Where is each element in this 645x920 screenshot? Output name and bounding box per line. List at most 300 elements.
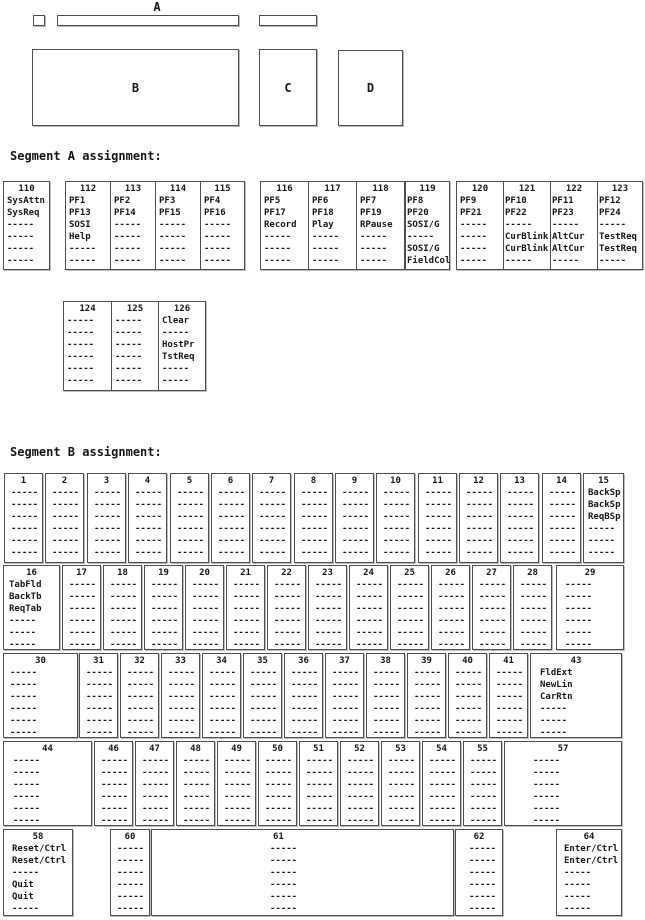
key-assignment-line: PF3 xyxy=(159,196,176,206)
key-assignment-line: ----- xyxy=(10,692,38,702)
key-assignment-line: ----- xyxy=(101,780,129,790)
key-33 xyxy=(161,653,200,738)
key-119 xyxy=(405,181,450,270)
key-assignment-line: ----- xyxy=(142,816,170,826)
key-assignment-line: CurBlink xyxy=(505,232,549,242)
key-number: 15 xyxy=(598,476,609,486)
key-assignment-line: SOSI xyxy=(69,220,91,230)
key-assignment-line: ----- xyxy=(347,792,375,802)
key-number: 58 xyxy=(32,832,44,842)
key-assignment-line: ----- xyxy=(259,500,287,510)
key-assignment-line: ----- xyxy=(469,856,497,866)
key-assignment-line: ----- xyxy=(373,716,401,726)
key-assignment-line: ----- xyxy=(94,488,122,498)
key-assignment-line: ----- xyxy=(270,904,298,914)
key-122 xyxy=(550,181,598,270)
key-assignment-line: ----- xyxy=(224,756,252,766)
key-assignment-line: ----- xyxy=(177,548,205,558)
key-assignment-line: ----- xyxy=(383,524,411,534)
key-assignment-line: ----- xyxy=(250,716,278,726)
key-assignment-line: PF12 xyxy=(599,196,621,206)
key-assignment-line: ----- xyxy=(110,616,138,626)
key-assignment-line: TestReq xyxy=(599,232,637,242)
key-27 xyxy=(472,565,511,650)
key-assignment-line: CurBlink xyxy=(505,244,549,254)
key-assignment-line: ----- xyxy=(469,904,497,914)
key-number: 1 xyxy=(20,476,27,486)
key-assignment-line: ----- xyxy=(356,604,384,614)
key-number: 46 xyxy=(108,744,119,754)
key-23 xyxy=(308,565,347,650)
key-number: 60 xyxy=(124,832,136,842)
key-number: 49 xyxy=(231,744,242,754)
key-16 xyxy=(3,565,60,650)
key-assignment-line: PF16 xyxy=(204,208,226,218)
key-assignment-line: ----- xyxy=(466,548,494,558)
key-assignment-line: ----- xyxy=(438,592,466,602)
key-assignment-line: ----- xyxy=(470,756,498,766)
key-number: 27 xyxy=(486,568,497,578)
key-115 xyxy=(200,181,245,270)
key-assignment-line: SysReq xyxy=(7,208,40,218)
key-assignment-line: ----- xyxy=(429,768,457,778)
key-number: 47 xyxy=(149,744,160,754)
key-assignment-line: ----- xyxy=(218,512,246,522)
key-assignment-line: ----- xyxy=(13,792,41,802)
key-assignment-line: ----- xyxy=(270,892,298,902)
key-assignment-line: ----- xyxy=(69,580,97,590)
key-assignment-line: ----- xyxy=(414,728,442,738)
key-assignment-line: ----- xyxy=(373,728,401,738)
key-assignment-line: PF2 xyxy=(114,196,131,206)
key-assignment-line: ----- xyxy=(86,680,114,690)
key-assignment-line: ----- xyxy=(564,904,592,914)
key-number: 6 xyxy=(227,476,234,486)
key-assignment-line: ----- xyxy=(7,232,35,242)
key-assignment-line: ----- xyxy=(127,728,155,738)
key-assignment-line: ----- xyxy=(460,220,488,230)
key-assignment-line: ----- xyxy=(142,780,170,790)
key-assignment-line: ----- xyxy=(397,580,425,590)
key-assignment-line: ----- xyxy=(259,548,287,558)
key-123 xyxy=(597,181,643,270)
key-number: 39 xyxy=(421,656,432,666)
key-assignment-line: ----- xyxy=(135,548,163,558)
key-assignment-line: ----- xyxy=(342,500,370,510)
key-assignment-line: ----- xyxy=(270,880,298,890)
key-assignment-line: ----- xyxy=(315,604,343,614)
key-assignment-line: PF1 xyxy=(69,196,86,206)
key-assignment-line: ----- xyxy=(264,244,292,254)
key-1 xyxy=(4,473,43,563)
key-assignment-line: ----- xyxy=(373,704,401,714)
key-assignment-line: ----- xyxy=(438,628,466,638)
key-116 xyxy=(260,181,309,270)
key-number: 61 xyxy=(273,832,284,842)
key-assignment-line: ----- xyxy=(117,856,145,866)
key-assignment-line: BackTb xyxy=(9,592,42,602)
key-number: 118 xyxy=(372,184,389,194)
key-assignment-line: ----- xyxy=(315,640,343,650)
key-assignment-line: ----- xyxy=(306,792,334,802)
key-number: 3 xyxy=(103,476,110,486)
key-assignment-line: ----- xyxy=(552,256,580,266)
key-assignment-line: ----- xyxy=(274,616,302,626)
key-assignment-line: ----- xyxy=(52,488,80,498)
key-number: 120 xyxy=(471,184,489,194)
key-number: 122 xyxy=(565,184,583,194)
key-assignment-line: ----- xyxy=(69,640,97,650)
key-assignment-line: ----- xyxy=(159,256,187,266)
key-number: 28 xyxy=(527,568,538,578)
key-assignment-line: ----- xyxy=(151,628,179,638)
key-assignment-line: SOSI/G xyxy=(407,220,440,230)
key-assignment-line: ----- xyxy=(469,892,497,902)
key-assignment-line: ----- xyxy=(564,892,592,902)
key-assignment-line: ----- xyxy=(115,352,143,362)
key-assignment-line: ----- xyxy=(549,512,577,522)
key-29 xyxy=(556,565,624,650)
key-assignment-line: ----- xyxy=(460,232,488,242)
key-number: 36 xyxy=(298,656,309,666)
key-41 xyxy=(489,653,528,738)
key-assignment-line: ----- xyxy=(209,680,237,690)
key-number: 30 xyxy=(35,656,46,666)
key-number: 121 xyxy=(518,184,536,194)
key-assignment-line: ----- xyxy=(159,220,187,230)
key-number: 55 xyxy=(477,744,488,754)
key-14 xyxy=(542,473,581,563)
key-assignment-line: PF4 xyxy=(204,196,221,206)
key-assignment-line: ----- xyxy=(86,692,114,702)
key-assignment-line: ----- xyxy=(429,780,457,790)
key-assignment-line: PF23 xyxy=(552,208,574,218)
key-64 xyxy=(556,829,622,916)
key-assignment-line: ----- xyxy=(301,536,329,546)
key-assignment-line: ----- xyxy=(397,640,425,650)
key-assignment-line: ----- xyxy=(520,592,548,602)
key-assignment-line: ----- xyxy=(250,692,278,702)
key-number: 40 xyxy=(462,656,473,666)
key-51 xyxy=(299,741,338,826)
key-assignment-line: ----- xyxy=(233,580,261,590)
key-assignment-line: ----- xyxy=(218,536,246,546)
key-number: 125 xyxy=(126,304,144,314)
overview-small-box xyxy=(33,15,45,26)
key-assignment-line: ----- xyxy=(564,868,592,878)
key-assignment-line: ----- xyxy=(86,704,114,714)
key-assignment-line: ----- xyxy=(135,500,163,510)
key-assignment-line: ----- xyxy=(429,804,457,814)
key-assignment-line: ----- xyxy=(177,536,205,546)
key-assignment-line: ----- xyxy=(425,536,453,546)
key-assignment-line: ----- xyxy=(397,616,425,626)
key-assignment-line: ----- xyxy=(259,512,287,522)
key-assignment-line: ----- xyxy=(429,816,457,826)
key-assignment-line: ----- xyxy=(162,328,190,338)
key-assignment-line: ----- xyxy=(117,892,145,902)
key-assignment-line: ----- xyxy=(425,524,453,534)
key-assignment-line: ----- xyxy=(94,536,122,546)
key-24 xyxy=(349,565,388,650)
key-assignment-line: ----- xyxy=(168,716,196,726)
key-assignment-line: ----- xyxy=(270,868,298,878)
key-assignment-line: ----- xyxy=(588,548,616,558)
key-assignment-line: PF18 xyxy=(312,208,334,218)
key-assignment-line: ----- xyxy=(250,668,278,678)
key-assignment-line: ----- xyxy=(388,780,416,790)
key-assignment-line: ----- xyxy=(69,592,97,602)
key-assignment-line: ----- xyxy=(264,232,292,242)
key-assignment-line: ----- xyxy=(438,616,466,626)
key-assignment-line: ----- xyxy=(383,536,411,546)
key-assignment-line: ----- xyxy=(507,488,535,498)
key-assignment-line: ----- xyxy=(69,604,97,614)
key-120 xyxy=(456,181,504,270)
key-assignment-line: ----- xyxy=(552,220,580,230)
key-assignment-line: SOSI/G xyxy=(407,244,440,254)
key-assignment-line: ----- xyxy=(52,536,80,546)
key-assignment-line: ----- xyxy=(315,616,343,626)
key-assignment-line: ----- xyxy=(274,592,302,602)
key-assignment-line: ----- xyxy=(479,592,507,602)
key-assignment-line: ----- xyxy=(306,756,334,766)
key-assignment-line: ----- xyxy=(162,364,190,374)
key-number: 113 xyxy=(124,184,142,194)
key-assignment-line: ----- xyxy=(259,536,287,546)
key-assignment-line: ----- xyxy=(67,328,95,338)
key-assignment-line: ----- xyxy=(470,816,498,826)
key-assignment-line: ----- xyxy=(588,524,616,534)
key-assignment-line: Reset/Ctrl xyxy=(12,844,67,854)
key-125 xyxy=(111,301,159,391)
key-number: 17 xyxy=(76,568,87,578)
overview-label-b: B xyxy=(131,80,140,95)
key-assignment-line: ----- xyxy=(114,256,142,266)
key-assignment-line: ----- xyxy=(312,244,340,254)
key-assignment-line: ----- xyxy=(233,616,261,626)
key-assignment-line: ----- xyxy=(466,500,494,510)
key-assignment-line: ----- xyxy=(425,488,453,498)
key-assignment-line: ----- xyxy=(12,904,40,914)
key-assignment-line: ----- xyxy=(332,716,360,726)
segment-b-heading: Segment B assignment: xyxy=(10,445,162,459)
key-assignment-line: AltCur xyxy=(552,232,585,242)
key-assignment-line: ----- xyxy=(469,880,497,890)
key-number: 31 xyxy=(93,656,104,666)
key-assignment-line: ----- xyxy=(455,704,483,714)
key-assignment-line: ----- xyxy=(470,804,498,814)
key-assignment-line: ----- xyxy=(192,640,220,650)
key-assignment-line: ----- xyxy=(52,524,80,534)
key-52 xyxy=(340,741,379,826)
key-number: 16 xyxy=(26,568,37,578)
key-assignment-line: ----- xyxy=(460,256,488,266)
key-assignment-line: ----- xyxy=(86,668,114,678)
key-assignment-line: ----- xyxy=(224,816,252,826)
key-assignment-line: ----- xyxy=(383,500,411,510)
key-assignment-line: ----- xyxy=(11,488,39,498)
key-assignment-line: ----- xyxy=(13,804,41,814)
key-assignment-line: ----- xyxy=(291,716,319,726)
key-assignment-line: ----- xyxy=(520,616,548,626)
key-assignment-line: ----- xyxy=(373,692,401,702)
key-assignment-line: ----- xyxy=(233,592,261,602)
key-assignment-line: ----- xyxy=(209,716,237,726)
key-assignment-line: ----- xyxy=(265,756,293,766)
key-assignment-line: ----- xyxy=(10,716,38,726)
key-assignment-line: ----- xyxy=(301,512,329,522)
key-13 xyxy=(500,473,539,563)
key-25 xyxy=(390,565,429,650)
key-assignment-line: ----- xyxy=(218,548,246,558)
key-assignment-line: PF21 xyxy=(460,208,482,218)
overview-box-b xyxy=(32,49,239,126)
key-assignment-line: ----- xyxy=(479,616,507,626)
key-assignment-line: ----- xyxy=(469,868,497,878)
key-assignment-line: ----- xyxy=(460,244,488,254)
key-assignment-line: ----- xyxy=(383,548,411,558)
key-assignment-line: ----- xyxy=(127,716,155,726)
key-assignment-line: ----- xyxy=(52,548,80,558)
key-assignment-line: ----- xyxy=(388,816,416,826)
key-assignment-line: ----- xyxy=(479,628,507,638)
key-11 xyxy=(418,473,457,563)
key-assignment-line: ----- xyxy=(177,488,205,498)
key-61 xyxy=(151,829,454,916)
key-assignment-line: ----- xyxy=(291,668,319,678)
key-assignment-line: ----- xyxy=(110,604,138,614)
key-assignment-line: PF24 xyxy=(599,208,621,218)
key-assignment-line: ----- xyxy=(507,500,535,510)
key-assignment-line: ----- xyxy=(470,792,498,802)
key-assignment-line: ----- xyxy=(383,512,411,522)
key-assignment-line: ----- xyxy=(117,904,145,914)
key-assignment-line: ----- xyxy=(94,524,122,534)
key-assignment-line: ----- xyxy=(332,668,360,678)
key-assignment-line: Record xyxy=(264,220,297,230)
key-assignment-line: ----- xyxy=(114,220,142,230)
key-17 xyxy=(62,565,101,650)
key-38 xyxy=(366,653,405,738)
key-assignment-line: ----- xyxy=(301,488,329,498)
key-assignment-line: ----- xyxy=(301,500,329,510)
key-assignment-line: ----- xyxy=(209,692,237,702)
key-assignment-line: ----- xyxy=(342,488,370,498)
key-assignment-line: ----- xyxy=(110,592,138,602)
key-assignment-line: ----- xyxy=(469,844,497,854)
key-assignment-line: Help xyxy=(69,232,91,242)
key-assignment-line: Enter/Ctrl xyxy=(564,844,619,854)
key-assignment-line: Quit xyxy=(12,892,34,902)
key-assignment-line: ----- xyxy=(10,680,38,690)
key-assignment-line: ----- xyxy=(342,536,370,546)
key-assignment-line: ----- xyxy=(9,616,37,626)
key-47 xyxy=(135,741,174,826)
key-assignment-line: ----- xyxy=(507,548,535,558)
key-assignment-line: ----- xyxy=(291,692,319,702)
key-assignment-line: ----- xyxy=(533,768,561,778)
key-assignment-line: Play xyxy=(312,220,334,230)
key-assignment-line: ----- xyxy=(540,716,568,726)
key-assignment-line: ----- xyxy=(114,232,142,242)
key-number: 24 xyxy=(363,568,374,578)
key-assignment-line: ----- xyxy=(12,868,40,878)
key-assignment-line: ----- xyxy=(233,628,261,638)
key-assignment-line: ----- xyxy=(466,536,494,546)
key-assignment-line: ----- xyxy=(342,524,370,534)
key-assignment-line: ----- xyxy=(479,640,507,650)
key-126 xyxy=(158,301,206,391)
key-assignment-line: ----- xyxy=(67,376,95,386)
key-assignment-line: ----- xyxy=(360,256,388,266)
key-number: 8 xyxy=(310,476,317,486)
key-assignment-line: ----- xyxy=(315,628,343,638)
key-assignment-line: ----- xyxy=(135,512,163,522)
key-number: 57 xyxy=(557,744,569,754)
key-assignment-line: ----- xyxy=(312,256,340,266)
key-number: 110 xyxy=(18,184,35,194)
key-assignment-line: ----- xyxy=(11,512,39,522)
key-assignment-line: FieldCol xyxy=(407,256,451,266)
key-number: 119 xyxy=(419,184,436,194)
key-assignment-line: CarRtn xyxy=(540,692,573,702)
key-5 xyxy=(170,473,209,563)
key-number: 126 xyxy=(173,304,191,314)
key-number: 53 xyxy=(395,744,406,754)
key-assignment-line: Reset/Ctrl xyxy=(12,856,67,866)
key-assignment-line: ----- xyxy=(549,500,577,510)
overview-label-d: D xyxy=(366,81,375,95)
key-assignment-line: ----- xyxy=(274,640,302,650)
key-assignment-line: ----- xyxy=(204,244,232,254)
key-assignment-line: ----- xyxy=(209,728,237,738)
key-assignment-line: ----- xyxy=(69,256,97,266)
key-assignment-line: ----- xyxy=(414,680,442,690)
key-number: 23 xyxy=(322,568,333,578)
key-46 xyxy=(94,741,133,826)
key-assignment-line: ----- xyxy=(101,792,129,802)
key-assignment-line: ----- xyxy=(142,792,170,802)
key-assignment-line: ----- xyxy=(7,220,35,230)
key-37 xyxy=(325,653,364,738)
key-assignment-line: ----- xyxy=(360,232,388,242)
key-number: 29 xyxy=(584,568,596,578)
key-assignment-line: ----- xyxy=(265,792,293,802)
key-assignment-line: TstReq xyxy=(162,352,195,362)
key-assignment-line: PF13 xyxy=(69,208,91,218)
key-assignment-line: TestReq xyxy=(599,244,637,254)
key-number: 12 xyxy=(473,476,484,486)
key-assignment-line: ----- xyxy=(94,512,122,522)
key-48 xyxy=(176,741,215,826)
key-assignment-line: ----- xyxy=(347,804,375,814)
key-assignment-line: ----- xyxy=(13,768,41,778)
key-assignment-line: ----- xyxy=(455,668,483,678)
key-number: 32 xyxy=(134,656,145,666)
key-12 xyxy=(459,473,498,563)
key-assignment-line: ----- xyxy=(549,548,577,558)
key-number: 19 xyxy=(158,568,169,578)
key-number: 25 xyxy=(404,568,415,578)
key-assignment-line: ----- xyxy=(332,728,360,738)
key-assignment-line: ----- xyxy=(455,728,483,738)
key-assignment-line: ----- xyxy=(414,704,442,714)
key-assignment-line: ----- xyxy=(438,604,466,614)
key-assignment-line: ----- xyxy=(455,680,483,690)
key-assignment-line: ----- xyxy=(94,548,122,558)
key-assignment-line: ----- xyxy=(114,244,142,254)
